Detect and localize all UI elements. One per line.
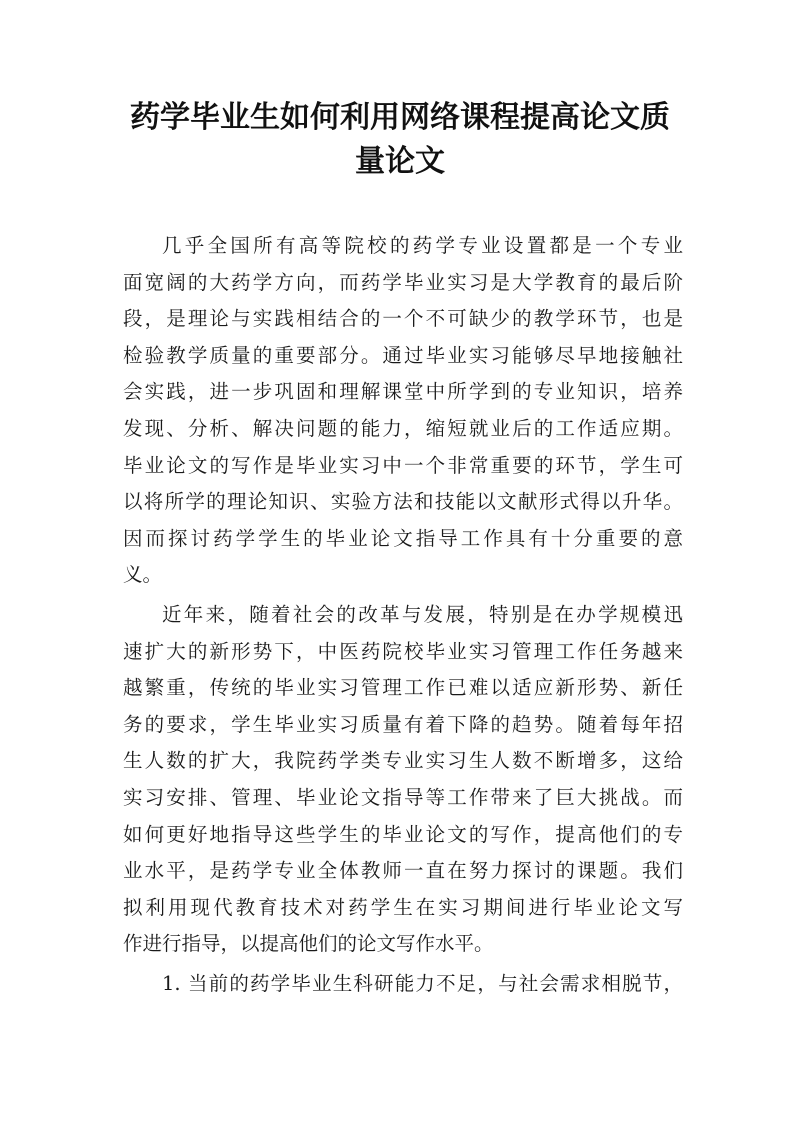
paragraph-line: 生人数的扩大，我院药学类专业实习生人数不断增多，这给 — [123, 749, 683, 773]
paragraph-line: 以将所学的理论知识、实验方法和技能以文献形式得以升华。 — [123, 490, 683, 514]
paragraph-line: 拟利用现代教育技术对药学生在实习期间进行毕业论文写 — [123, 895, 683, 919]
paragraph-2 — [123, 597, 683, 963]
paragraph-line: 近年来，随着社会的改革与发展，特别是在办学规模迅 — [162, 602, 683, 626]
title-line-1: 药学毕业生如何利用网络课程提高论文质 — [130, 100, 670, 135]
title-line-2: 量论文 — [355, 144, 445, 179]
document-body — [123, 228, 683, 1005]
paragraph-line: 几乎全国所有高等院校的药学专业设置都是一个专业 — [162, 234, 683, 257]
document-title — [110, 96, 690, 184]
paragraph-line: 面宽阔的大药学方向，而药学毕业实习是大学教育的最后阶 — [123, 270, 683, 294]
paragraph-line: 务的要求，学生毕业实习质量有着下降的趋势。随着每年招 — [123, 712, 683, 736]
paragraph-line: 越繁重，传统的毕业实习管理工作已难以适应新形势、新任 — [123, 676, 683, 700]
paragraph-line: 作进行指导，以提高他们的论文写作水平。 — [123, 932, 494, 956]
paragraph-line: 毕业论文的写作是毕业实习中一个非常重要的环节，学生可 — [123, 453, 683, 477]
paragraph-line: 检验教学质量的重要部分。通过毕业实习能够尽早地接触社 — [123, 343, 683, 367]
paragraph-line: 实习安排、管理、毕业论文指导等工作带来了巨大挑战。而 — [123, 785, 683, 809]
paragraph-line: 会实践，进一步巩固和理解课堂中所学到的专业知识，培养 — [123, 380, 683, 404]
paragraph-line: 业水平，是药学专业全体教师一直在努力探讨的课题。我们 — [123, 859, 683, 883]
paragraph-line: 如何更好地指导这些学生的毕业论文的写作，提高他们的专 — [123, 822, 683, 846]
paragraph-line: 段，是理论与实践相结合的一个不可缺少的教学环节，也是 — [123, 307, 683, 331]
paragraph-line: 1. 当前的药学毕业生科研能力不足，与社会需求相脱节， — [162, 971, 683, 995]
paragraph-line: 因而探讨药学学生的毕业论文指导工作具有十分重要的意 — [123, 526, 683, 550]
paragraph-line: 义。 — [123, 563, 163, 587]
paragraph-1 — [123, 228, 683, 594]
paragraph-3 — [123, 966, 683, 1003]
paragraph-line: 速扩大的新形势下，中医药院校毕业实习管理工作任务越来 — [123, 639, 683, 663]
paragraph-line: 发现、分析、解决问题的能力，缩短就业后的工作适应期。 — [123, 416, 683, 440]
